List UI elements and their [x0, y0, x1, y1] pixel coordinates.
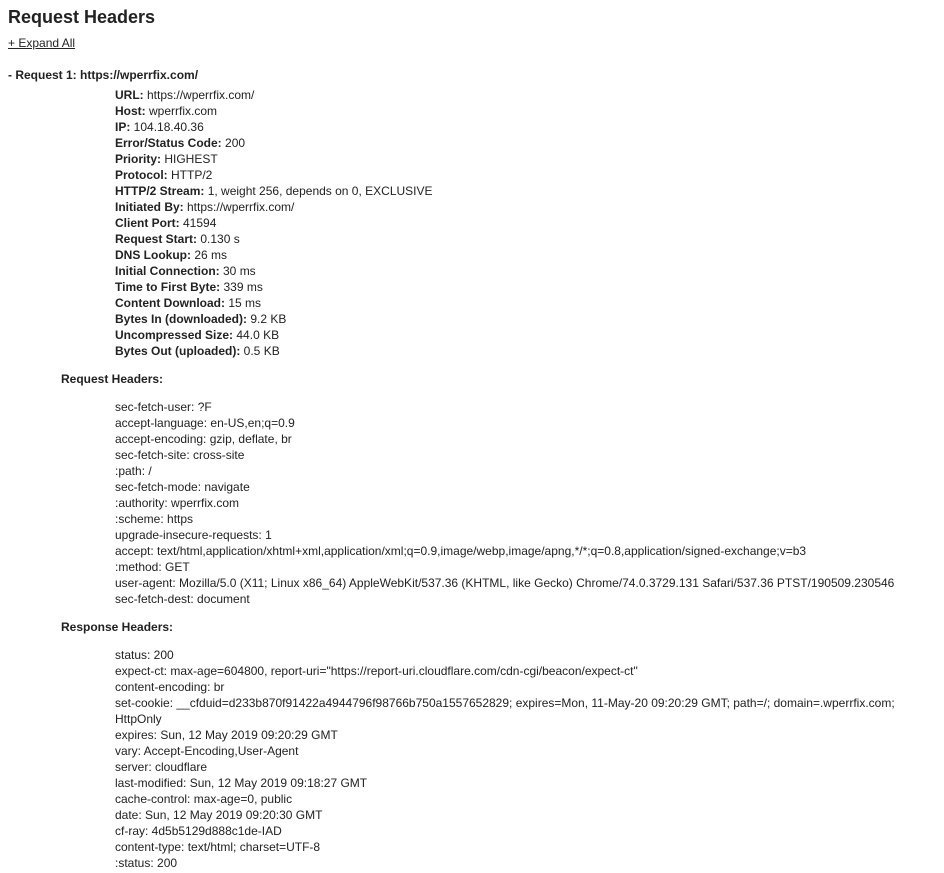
- request-header-row: :path: /: [115, 464, 152, 478]
- detail-row: [115, 279, 433, 295]
- detail-label: HTTP/2 Stream:: [115, 184, 205, 198]
- request-headers-list: [115, 399, 905, 607]
- detail-row: [115, 135, 433, 151]
- detail-value: 15 ms: [224, 296, 261, 310]
- response-header-row: status: 200: [115, 648, 174, 662]
- detail-row: [115, 103, 433, 119]
- request-headers-title: Request Headers:: [61, 372, 164, 386]
- response-headers-list: [115, 647, 905, 871]
- request-header-row: upgrade-insecure-requests: 1: [115, 528, 272, 542]
- detail-label: Initial Connection:: [115, 264, 220, 278]
- response-header-row: date: Sun, 12 May 2019 09:20:30 GMT: [115, 808, 323, 822]
- detail-row: [115, 119, 433, 135]
- request-header-row: sec-fetch-dest: document: [115, 592, 250, 606]
- detail-label: Error/Status Code:: [115, 136, 222, 150]
- detail-value: 30 ms: [219, 264, 256, 278]
- detail-row: [115, 151, 433, 167]
- detail-label: Request Start:: [115, 232, 198, 246]
- response-header-row: set-cookie: __cfduid=d233b870f91422a4944796f98766b750a1557652829; expires=Mon, 11-May-20 09:20:29 GMT; path=/; domain=.wperrfix.com; HttpOnly: [115, 696, 895, 726]
- detail-row: [115, 327, 433, 343]
- detail-row: [115, 343, 433, 359]
- response-header-row: content-type: text/html; charset=UTF-8: [115, 840, 321, 854]
- request-header-row: user-agent: Mozilla/5.0 (X11; Linux x86_64) AppleWebKit/537.36 (KHTML, like Gecko) Chrome/74.0.3729.131 Safari/537.36 PTST/190509.230546: [115, 576, 895, 590]
- detail-row: [115, 87, 433, 103]
- detail-label: IP:: [115, 120, 131, 134]
- response-headers-title: Response Headers:: [61, 620, 174, 634]
- request-header-row: accept-encoding: gzip, deflate, br: [115, 432, 292, 446]
- detail-row: [115, 167, 433, 183]
- detail-value: 26 ms: [191, 248, 228, 262]
- page-title: Request Headers: [8, 7, 156, 27]
- request-header-row: sec-fetch-user: ?F: [115, 400, 212, 414]
- detail-value: 41594: [179, 216, 217, 230]
- response-header-row: expires: Sun, 12 May 2019 09:20:29 GMT: [115, 728, 338, 742]
- detail-row: [115, 295, 433, 311]
- detail-label: DNS Lookup:: [115, 248, 191, 262]
- response-header-row: expect-ct: max-age=604800, report-uri="https://report-uri.cloudflare.com/cdn-cgi/beacon/expect-ct": [115, 664, 638, 678]
- detail-label: Priority:: [115, 152, 162, 166]
- expand-all-link[interactable]: + Expand All: [8, 36, 76, 50]
- request-header-row: :method: GET: [115, 560, 190, 574]
- response-header-row: server: cloudflare: [115, 760, 208, 774]
- detail-value: 200: [221, 136, 246, 150]
- request-header-row: sec-fetch-site: cross-site: [115, 448, 245, 462]
- response-header-row: last-modified: Sun, 12 May 2019 09:18:27 GMT: [115, 776, 368, 790]
- detail-value: 1, weight 256, depends on 0, EXCLUSIVE: [204, 184, 433, 198]
- request-details-list: [115, 87, 433, 359]
- response-header-row: :status: 200: [115, 856, 178, 870]
- detail-row: [115, 311, 433, 327]
- detail-value: 44.0 KB: [233, 328, 280, 342]
- detail-value: 339 ms: [220, 280, 263, 294]
- detail-value: 0.130 s: [197, 232, 240, 246]
- request-header-row: accept: text/html,application/xhtml+xml,application/xml;q=0.9,image/webp,image/apng,*/*;q=0.8,application/signed-exchange;v=b3: [115, 544, 807, 558]
- detail-value: https://wperrfix.com/: [143, 88, 255, 102]
- request-header-row: sec-fetch-mode: navigate: [115, 480, 250, 494]
- detail-label: Client Port:: [115, 216, 180, 230]
- detail-label: Host:: [115, 104, 146, 118]
- detail-row: [115, 215, 433, 231]
- detail-label: Bytes Out (uploaded):: [115, 344, 241, 358]
- detail-label: Time to First Byte:: [115, 280, 221, 294]
- detail-row: [115, 231, 433, 247]
- detail-label: URL:: [115, 88, 144, 102]
- request-toggle-header[interactable]: - Request 1: https://wperrfix.com/: [8, 68, 199, 82]
- detail-value: 104.18.40.36: [130, 120, 204, 134]
- detail-label: Content Download:: [115, 296, 225, 310]
- response-header-row: cf-ray: 4d5b5129d888c1de-IAD: [115, 824, 282, 838]
- detail-row: [115, 263, 433, 279]
- detail-row: [115, 183, 433, 199]
- request-header-row: :authority: wperrfix.com: [115, 496, 240, 510]
- detail-label: Initiated By:: [115, 200, 184, 214]
- detail-label: Uncompressed Size:: [115, 328, 234, 342]
- detail-value: 0.5 KB: [240, 344, 280, 358]
- detail-row: [115, 199, 433, 215]
- request-header-row: :scheme: https: [115, 512, 194, 526]
- response-header-row: content-encoding: br: [115, 680, 225, 694]
- request-header-row: accept-language: en-US,en;q=0.9: [115, 416, 295, 430]
- response-header-row: vary: Accept-Encoding,User-Agent: [115, 744, 299, 758]
- detail-value: HTTP/2: [167, 168, 213, 182]
- detail-value: 9.2 KB: [247, 312, 287, 326]
- detail-label: Bytes In (downloaded):: [115, 312, 247, 326]
- detail-label: Protocol:: [115, 168, 168, 182]
- response-header-row: cache-control: max-age=0, public: [115, 792, 293, 806]
- detail-row: [115, 247, 433, 263]
- detail-value: wperrfix.com: [145, 104, 218, 118]
- detail-value: https://wperrfix.com/: [183, 200, 295, 214]
- detail-value: HIGHEST: [161, 152, 218, 166]
